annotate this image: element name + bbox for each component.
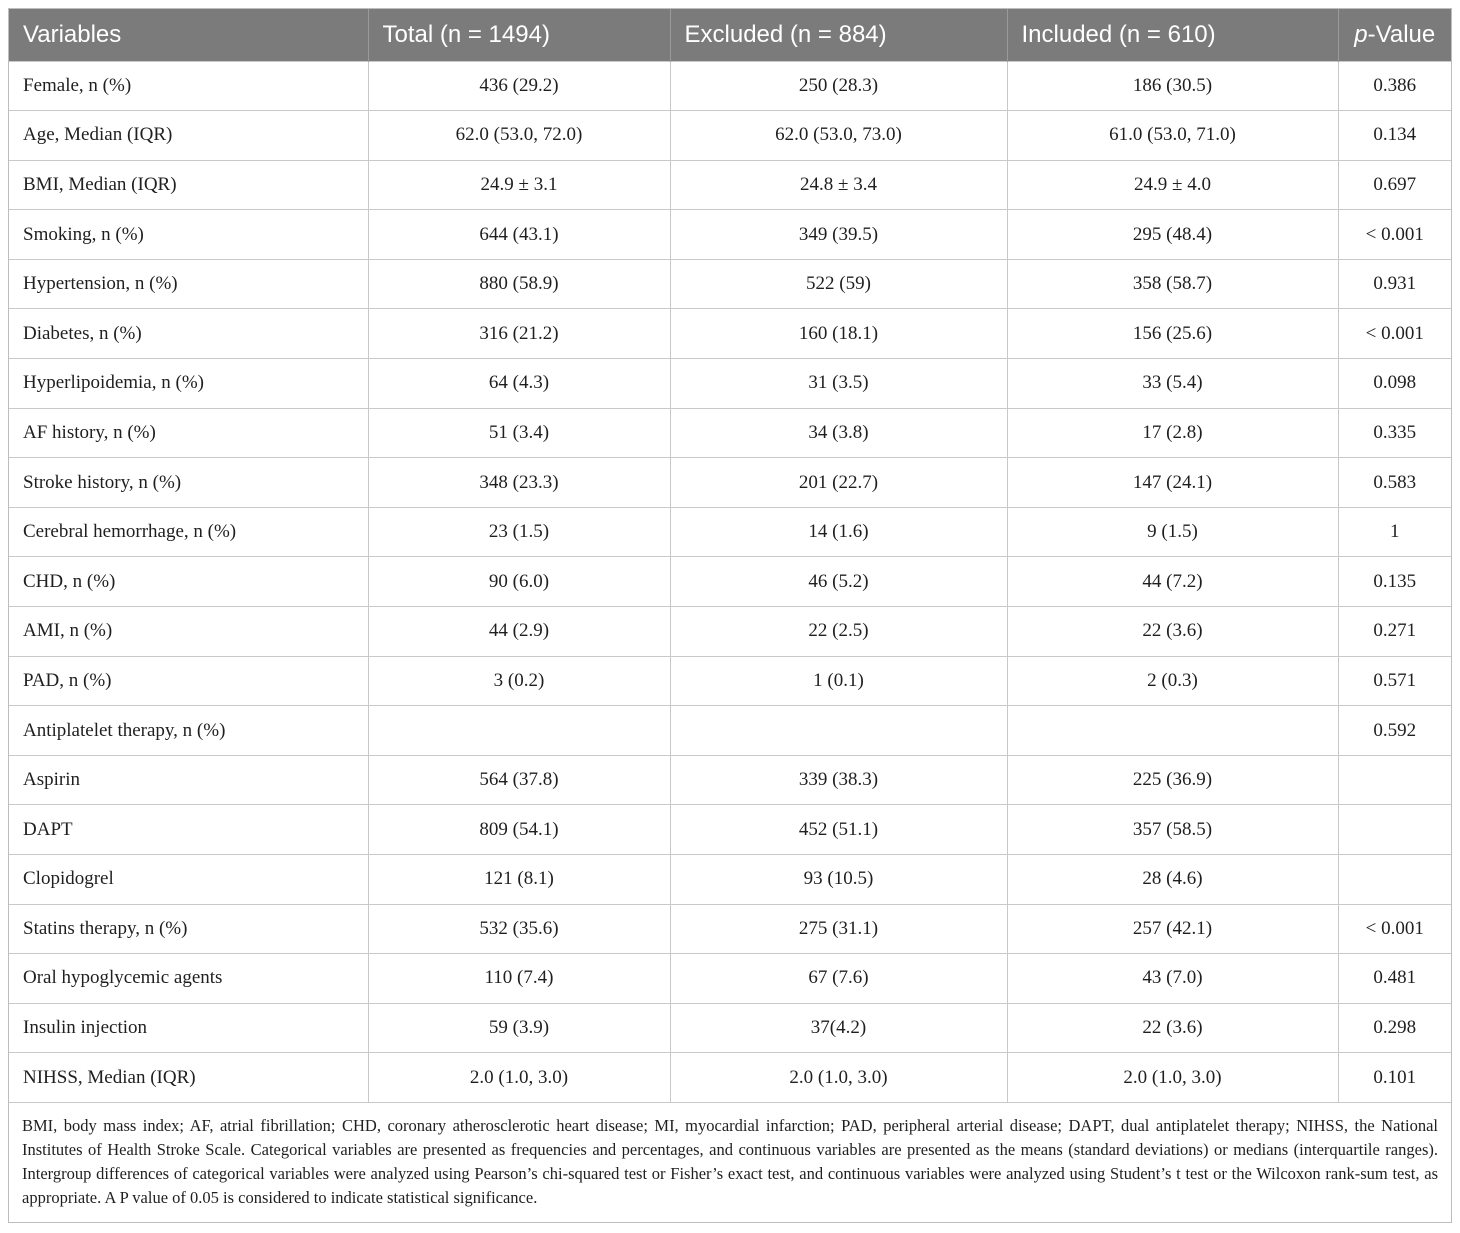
cell-included: 225 (36.9) (1007, 755, 1338, 805)
cell-excluded (670, 706, 1007, 756)
cell-included: 2.0 (1.0, 3.0) (1007, 1053, 1338, 1103)
cell-excluded: 24.8 ± 3.4 (670, 160, 1007, 210)
cell-total: 809 (54.1) (368, 805, 670, 855)
table-row (9, 458, 1451, 508)
cell-total: 3 (0.2) (368, 656, 670, 706)
cell-variable: Age, Median (IQR) (9, 111, 368, 161)
table-row (9, 111, 1451, 161)
data-table (9, 9, 1451, 1102)
cell-excluded: 34 (3.8) (670, 408, 1007, 458)
cell-total: 24.9 ± 3.1 (368, 160, 670, 210)
cell-excluded: 14 (1.6) (670, 507, 1007, 557)
cell-p-value: 0.335 (1338, 408, 1451, 458)
cell-excluded: 339 (38.3) (670, 755, 1007, 805)
cell-total: 644 (43.1) (368, 210, 670, 260)
cell-p-value: 0.101 (1338, 1053, 1451, 1103)
cell-excluded: 46 (5.2) (670, 557, 1007, 607)
cell-excluded: 522 (59) (670, 259, 1007, 309)
table-row (9, 160, 1451, 210)
cell-variable: Insulin injection (9, 1003, 368, 1053)
cell-excluded: 93 (10.5) (670, 855, 1007, 905)
cell-p-value: 0.098 (1338, 359, 1451, 409)
cell-total: 316 (21.2) (368, 309, 670, 359)
cell-total: 90 (6.0) (368, 557, 670, 607)
cell-p-value: 0.298 (1338, 1003, 1451, 1053)
cell-variable: PAD, n (%) (9, 656, 368, 706)
cell-total: 880 (58.9) (368, 259, 670, 309)
cell-included: 22 (3.6) (1007, 1003, 1338, 1053)
table-row (9, 408, 1451, 458)
cell-total: 2.0 (1.0, 3.0) (368, 1053, 670, 1103)
cell-p-value: 0.135 (1338, 557, 1451, 607)
cell-variable: Oral hypoglycemic agents (9, 954, 368, 1004)
cell-p-value (1338, 855, 1451, 905)
cell-total: 59 (3.9) (368, 1003, 670, 1053)
cell-p-value (1338, 805, 1451, 855)
cell-included: 147 (24.1) (1007, 458, 1338, 508)
cell-included: 44 (7.2) (1007, 557, 1338, 607)
table-row (9, 805, 1451, 855)
cell-p-value: 0.271 (1338, 607, 1451, 657)
cell-p-value: 0.386 (1338, 61, 1451, 111)
cell-variable: Hypertension, n (%) (9, 259, 368, 309)
cell-total: 532 (35.6) (368, 904, 670, 954)
cell-p-value: < 0.001 (1338, 309, 1451, 359)
cell-excluded: 160 (18.1) (670, 309, 1007, 359)
table-row (9, 1003, 1451, 1053)
table-row (9, 259, 1451, 309)
cell-p-value: 0.931 (1338, 259, 1451, 309)
header-included: Included (n = 610) (1007, 9, 1338, 61)
header-p-suffix: -Value (1367, 20, 1436, 48)
cell-excluded: 2.0 (1.0, 3.0) (670, 1053, 1007, 1103)
cell-excluded: 1 (0.1) (670, 656, 1007, 706)
baseline-characteristics-table (8, 8, 1452, 1223)
cell-included: 357 (58.5) (1007, 805, 1338, 855)
cell-variable: NIHSS, Median (IQR) (9, 1053, 368, 1103)
cell-variable: Diabetes, n (%) (9, 309, 368, 359)
cell-p-value: 1 (1338, 507, 1451, 557)
cell-variable: CHD, n (%) (9, 557, 368, 607)
cell-variable: Aspirin (9, 755, 368, 805)
cell-excluded: 37(4.2) (670, 1003, 1007, 1053)
cell-p-value (1338, 755, 1451, 805)
cell-excluded: 349 (39.5) (670, 210, 1007, 260)
table-row (9, 656, 1451, 706)
cell-included: 17 (2.8) (1007, 408, 1338, 458)
cell-p-value: 0.697 (1338, 160, 1451, 210)
cell-variable: AF history, n (%) (9, 408, 368, 458)
table-row (9, 855, 1451, 905)
cell-excluded: 62.0 (53.0, 73.0) (670, 111, 1007, 161)
cell-total: 436 (29.2) (368, 61, 670, 111)
cell-p-value: 0.481 (1338, 954, 1451, 1004)
cell-included: 28 (4.6) (1007, 855, 1338, 905)
table-row (9, 755, 1451, 805)
cell-total (368, 706, 670, 756)
cell-variable: Cerebral hemorrhage, n (%) (9, 507, 368, 557)
cell-variable: Smoking, n (%) (9, 210, 368, 260)
cell-total: 564 (37.8) (368, 755, 670, 805)
table-row (9, 607, 1451, 657)
cell-excluded: 22 (2.5) (670, 607, 1007, 657)
cell-variable: Hyperlipoidemia, n (%) (9, 359, 368, 409)
cell-variable: Female, n (%) (9, 61, 368, 111)
header-row (9, 9, 1451, 61)
cell-variable: Antiplatelet therapy, n (%) (9, 706, 368, 756)
cell-included: 295 (48.4) (1007, 210, 1338, 260)
cell-included: 186 (30.5) (1007, 61, 1338, 111)
cell-total: 44 (2.9) (368, 607, 670, 657)
header-total: Total (n = 1494) (368, 9, 670, 61)
cell-p-value: 0.592 (1338, 706, 1451, 756)
cell-included: 358 (58.7) (1007, 259, 1338, 309)
table-row (9, 210, 1451, 260)
cell-variable: DAPT (9, 805, 368, 855)
table-row (9, 904, 1451, 954)
cell-included: 43 (7.0) (1007, 954, 1338, 1004)
cell-excluded: 67 (7.6) (670, 954, 1007, 1004)
cell-total: 64 (4.3) (368, 359, 670, 409)
cell-included (1007, 706, 1338, 756)
cell-included: 24.9 ± 4.0 (1007, 160, 1338, 210)
cell-included: 257 (42.1) (1007, 904, 1338, 954)
header-p-prefix: p (1354, 20, 1368, 48)
table-footnote: BMI, body mass index; AF, atrial fibrillation; CHD, coronary atherosclerotic heart disease; MI, myocardial infarction; PAD, peripheral arterial disease; DAPT, dual antiplatelet therapy; NIHSS, the National Institutes of Health Stroke Scale. Categorical variables are presented as frequencies and percentages, and continuous variables are presented as the means (standard deviations) or medians (interquartile ranges). Intergroup differences of categorical variables were analyzed using Pearson’s chi-squared test or Fisher’s exact test, and continuous variables were analyzed using Student’s t test or the Wilcoxon rank-sum test, as appropriate. A P value of 0.05 is considered to indicate statistical significance. (9, 1102, 1451, 1222)
table-body (9, 61, 1451, 1102)
cell-included: 22 (3.6) (1007, 607, 1338, 657)
cell-variable: Stroke history, n (%) (9, 458, 368, 508)
table-row (9, 1053, 1451, 1103)
table-row (9, 359, 1451, 409)
header-excluded: Excluded (n = 884) (670, 9, 1007, 61)
cell-excluded: 250 (28.3) (670, 61, 1007, 111)
cell-variable: AMI, n (%) (9, 607, 368, 657)
header-p-value (1338, 9, 1451, 61)
header-variables: Variables (9, 9, 368, 61)
cell-p-value: 0.571 (1338, 656, 1451, 706)
cell-included: 33 (5.4) (1007, 359, 1338, 409)
table-row (9, 507, 1451, 557)
cell-variable: Statins therapy, n (%) (9, 904, 368, 954)
cell-p-value: < 0.001 (1338, 210, 1451, 260)
table-row (9, 61, 1451, 111)
cell-total: 23 (1.5) (368, 507, 670, 557)
cell-included: 61.0 (53.0, 71.0) (1007, 111, 1338, 161)
cell-included: 9 (1.5) (1007, 507, 1338, 557)
cell-variable: Clopidogrel (9, 855, 368, 905)
cell-included: 2 (0.3) (1007, 656, 1338, 706)
cell-p-value: < 0.001 (1338, 904, 1451, 954)
cell-excluded: 452 (51.1) (670, 805, 1007, 855)
cell-total: 348 (23.3) (368, 458, 670, 508)
table-row (9, 954, 1451, 1004)
cell-total: 121 (8.1) (368, 855, 670, 905)
cell-p-value: 0.134 (1338, 111, 1451, 161)
cell-p-value: 0.583 (1338, 458, 1451, 508)
cell-excluded: 201 (22.7) (670, 458, 1007, 508)
cell-excluded: 31 (3.5) (670, 359, 1007, 409)
table-row (9, 706, 1451, 756)
table-row (9, 557, 1451, 607)
cell-variable: BMI, Median (IQR) (9, 160, 368, 210)
cell-excluded: 275 (31.1) (670, 904, 1007, 954)
table-row (9, 309, 1451, 359)
cell-total: 51 (3.4) (368, 408, 670, 458)
cell-included: 156 (25.6) (1007, 309, 1338, 359)
cell-total: 62.0 (53.0, 72.0) (368, 111, 670, 161)
cell-total: 110 (7.4) (368, 954, 670, 1004)
